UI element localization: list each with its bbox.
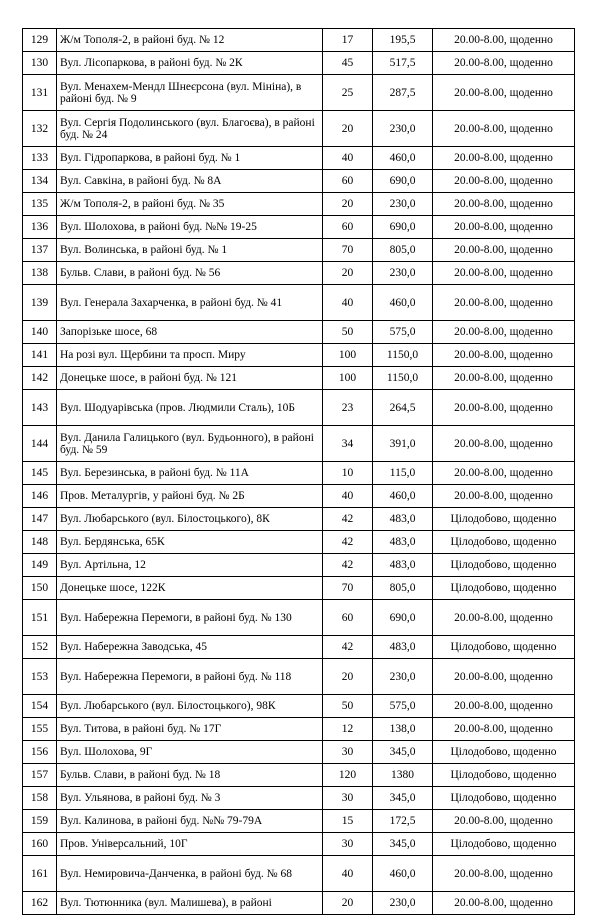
places-count-cell: 45 [323, 52, 373, 75]
working-time-cell: Цілодобово, щоденно [433, 531, 575, 554]
table-row [23, 787, 575, 810]
address-cell: Вул. Набережна Перемоги, в районі буд. № 130 [57, 600, 323, 636]
working-time-cell: Цілодобово, щоденно [433, 636, 575, 659]
places-count-cell: 50 [323, 321, 373, 344]
row-number-cell: 129 [23, 29, 57, 52]
working-time-cell: 20.00-8.00, щоденно [433, 367, 575, 390]
places-count-cell: 20 [323, 111, 373, 147]
table-row [23, 695, 575, 718]
places-count-cell: 10 [323, 462, 373, 485]
row-number-cell: 155 [23, 718, 57, 741]
amount-cell: 483,0 [373, 531, 433, 554]
working-time-cell: 20.00-8.00, щоденно [433, 216, 575, 239]
address-cell: Бульв. Слави, в районі буд. № 18 [57, 764, 323, 787]
working-time-cell: 20.00-8.00, щоденно [433, 462, 575, 485]
address-cell: Вул. Шодуарівська (пров. Людмили Сталь), 10Б [57, 390, 323, 426]
amount-cell: 264,5 [373, 390, 433, 426]
places-count-cell: 30 [323, 741, 373, 764]
address-cell: Вул. Любарського (вул. Білостоцького), 98К [57, 695, 323, 718]
amount-cell: 690,0 [373, 216, 433, 239]
row-number-cell: 161 [23, 856, 57, 892]
table-row [23, 810, 575, 833]
address-cell: Вул. Ульянова, в районі буд. № 3 [57, 787, 323, 810]
row-number-cell: 154 [23, 695, 57, 718]
table-row [23, 554, 575, 577]
working-time-cell: 20.00-8.00, щоденно [433, 695, 575, 718]
row-number-cell: 147 [23, 508, 57, 531]
amount-cell: 230,0 [373, 892, 433, 915]
row-number-cell: 134 [23, 170, 57, 193]
amount-cell: 345,0 [373, 833, 433, 856]
address-cell: Донецьке шосе, 122К [57, 577, 323, 600]
places-count-cell: 20 [323, 262, 373, 285]
address-cell: Вул. Менахем-Мендл Шнеєрсона (вул. Мініна), в районі буд. № 9 [57, 75, 323, 111]
row-number-cell: 133 [23, 147, 57, 170]
working-time-cell: 20.00-8.00, щоденно [433, 29, 575, 52]
table-row [23, 718, 575, 741]
places-count-cell: 100 [323, 367, 373, 390]
row-number-cell: 158 [23, 787, 57, 810]
places-count-cell: 40 [323, 147, 373, 170]
address-cell: Вул. Титова, в районі буд. № 17Г [57, 718, 323, 741]
places-count-cell: 42 [323, 554, 373, 577]
row-number-cell: 138 [23, 262, 57, 285]
working-time-cell: Цілодобово, щоденно [433, 554, 575, 577]
working-time-cell: 20.00-8.00, щоденно [433, 390, 575, 426]
row-number-cell: 150 [23, 577, 57, 600]
working-time-cell: 20.00-8.00, щоденно [433, 193, 575, 216]
row-number-cell: 162 [23, 892, 57, 915]
address-cell: Вул. Лісопаркова, в районі буд. № 2К [57, 52, 323, 75]
amount-cell: 460,0 [373, 147, 433, 170]
table-row [23, 741, 575, 764]
table-row [23, 485, 575, 508]
row-number-cell: 153 [23, 659, 57, 695]
amount-cell: 195,5 [373, 29, 433, 52]
address-cell: На розі вул. Щербини та просп. Миру [57, 344, 323, 367]
places-count-cell: 60 [323, 170, 373, 193]
table-row [23, 833, 575, 856]
working-time-cell: 20.00-8.00, щоденно [433, 239, 575, 262]
places-count-cell: 42 [323, 636, 373, 659]
places-count-cell: 30 [323, 833, 373, 856]
working-time-cell: 20.00-8.00, щоденно [433, 262, 575, 285]
address-cell: Донецьке шосе, в районі буд. № 121 [57, 367, 323, 390]
working-time-cell: 20.00-8.00, щоденно [433, 52, 575, 75]
table-row [23, 367, 575, 390]
amount-cell: 805,0 [373, 577, 433, 600]
amount-cell: 575,0 [373, 695, 433, 718]
address-cell: Вул. Шолохова, в районі буд. №№ 19-25 [57, 216, 323, 239]
address-cell: Вул. Калинова, в районі буд. №№ 79-79А [57, 810, 323, 833]
table-row [23, 52, 575, 75]
address-cell: Вул. Волинська, в районі буд. № 1 [57, 239, 323, 262]
address-cell: Вул. Тютюнника (вул. Малишева), в районі [57, 892, 323, 915]
table-row [23, 426, 575, 462]
table-row [23, 29, 575, 52]
amount-cell: 230,0 [373, 262, 433, 285]
row-number-cell: 135 [23, 193, 57, 216]
places-count-cell: 70 [323, 239, 373, 262]
working-time-cell: 20.00-8.00, щоденно [433, 426, 575, 462]
working-time-cell: 20.00-8.00, щоденно [433, 856, 575, 892]
address-cell: Вул. Любарського (вул. Білостоцького), 8К [57, 508, 323, 531]
table-row [23, 659, 575, 695]
working-time-cell: Цілодобово, щоденно [433, 577, 575, 600]
amount-cell: 345,0 [373, 787, 433, 810]
row-number-cell: 146 [23, 485, 57, 508]
table-row [23, 577, 575, 600]
amount-cell: 138,0 [373, 718, 433, 741]
row-number-cell: 143 [23, 390, 57, 426]
amount-cell: 460,0 [373, 485, 433, 508]
amount-cell: 172,5 [373, 810, 433, 833]
table-row [23, 111, 575, 147]
amount-cell: 575,0 [373, 321, 433, 344]
row-number-cell: 151 [23, 600, 57, 636]
places-count-cell: 20 [323, 892, 373, 915]
places-count-cell: 34 [323, 426, 373, 462]
table-row [23, 636, 575, 659]
places-count-cell: 42 [323, 531, 373, 554]
table-row [23, 285, 575, 321]
working-time-cell: 20.00-8.00, щоденно [433, 321, 575, 344]
places-count-cell: 40 [323, 856, 373, 892]
amount-cell: 115,0 [373, 462, 433, 485]
row-number-cell: 130 [23, 52, 57, 75]
parking-table-body [23, 29, 575, 915]
places-count-cell: 25 [323, 75, 373, 111]
row-number-cell: 137 [23, 239, 57, 262]
table-row [23, 321, 575, 344]
address-cell: Вул. Березинська, в районі буд. № 11А [57, 462, 323, 485]
working-time-cell: 20.00-8.00, щоденно [433, 810, 575, 833]
amount-cell: 460,0 [373, 856, 433, 892]
address-cell: Вул. Артільна, 12 [57, 554, 323, 577]
places-count-cell: 40 [323, 485, 373, 508]
places-count-cell: 20 [323, 659, 373, 695]
address-cell: Вул. Генерала Захарченка, в районі буд. № 41 [57, 285, 323, 321]
amount-cell: 483,0 [373, 554, 433, 577]
working-time-cell: 20.00-8.00, щоденно [433, 659, 575, 695]
row-number-cell: 140 [23, 321, 57, 344]
address-cell: Вул. Немировича-Данченка, в районі буд. № 68 [57, 856, 323, 892]
places-count-cell: 17 [323, 29, 373, 52]
row-number-cell: 157 [23, 764, 57, 787]
working-time-cell: Цілодобово, щоденно [433, 764, 575, 787]
amount-cell: 1150,0 [373, 367, 433, 390]
row-number-cell: 149 [23, 554, 57, 577]
address-cell: Вул. Шолохова, 9Г [57, 741, 323, 764]
amount-cell: 230,0 [373, 659, 433, 695]
row-number-cell: 141 [23, 344, 57, 367]
address-cell: Вул. Набережна Заводська, 45 [57, 636, 323, 659]
table-row [23, 462, 575, 485]
table-row [23, 344, 575, 367]
address-cell: Вул. Набережна Перемоги, в районі буд. № 118 [57, 659, 323, 695]
address-cell: Запорізьке шосе, 68 [57, 321, 323, 344]
table-row [23, 892, 575, 915]
address-cell: Бульв. Слави, в районі буд. № 56 [57, 262, 323, 285]
amount-cell: 483,0 [373, 636, 433, 659]
table-row [23, 856, 575, 892]
row-number-cell: 145 [23, 462, 57, 485]
amount-cell: 460,0 [373, 285, 433, 321]
table-row [23, 262, 575, 285]
working-time-cell: Цілодобово, щоденно [433, 741, 575, 764]
row-number-cell: 136 [23, 216, 57, 239]
working-time-cell: Цілодобово, щоденно [433, 787, 575, 810]
amount-cell: 690,0 [373, 600, 433, 636]
amount-cell: 805,0 [373, 239, 433, 262]
table-row [23, 170, 575, 193]
working-time-cell: 20.00-8.00, щоденно [433, 170, 575, 193]
table-row [23, 147, 575, 170]
address-cell: Пров. Металургів, у районі буд. № 2Б [57, 485, 323, 508]
places-count-cell: 70 [323, 577, 373, 600]
places-count-cell: 23 [323, 390, 373, 426]
table-row [23, 216, 575, 239]
amount-cell: 690,0 [373, 170, 433, 193]
places-count-cell: 42 [323, 508, 373, 531]
working-time-cell: Цілодобово, щоденно [433, 833, 575, 856]
table-row [23, 600, 575, 636]
working-time-cell: 20.00-8.00, щоденно [433, 892, 575, 915]
working-time-cell: 20.00-8.00, щоденно [433, 485, 575, 508]
amount-cell: 230,0 [373, 193, 433, 216]
table-row [23, 239, 575, 262]
address-cell: Ж/м Тополя-2, в районі буд. № 35 [57, 193, 323, 216]
places-count-cell: 12 [323, 718, 373, 741]
places-count-cell: 60 [323, 600, 373, 636]
row-number-cell: 159 [23, 810, 57, 833]
places-count-cell: 20 [323, 193, 373, 216]
table-row [23, 75, 575, 111]
amount-cell: 1380 [373, 764, 433, 787]
working-time-cell: 20.00-8.00, щоденно [433, 111, 575, 147]
row-number-cell: 144 [23, 426, 57, 462]
amount-cell: 517,5 [373, 52, 433, 75]
address-cell: Пров. Універсальний, 10Г [57, 833, 323, 856]
row-number-cell: 142 [23, 367, 57, 390]
amount-cell: 230,0 [373, 111, 433, 147]
places-count-cell: 30 [323, 787, 373, 810]
row-number-cell: 152 [23, 636, 57, 659]
address-cell: Вул. Савкіна, в районі буд. № 8А [57, 170, 323, 193]
working-time-cell: 20.00-8.00, щоденно [433, 75, 575, 111]
amount-cell: 1150,0 [373, 344, 433, 367]
working-time-cell: 20.00-8.00, щоденно [433, 147, 575, 170]
row-number-cell: 160 [23, 833, 57, 856]
row-number-cell: 131 [23, 75, 57, 111]
address-cell: Вул. Данила Галицького (вул. Будьонного), в районі буд. № 59 [57, 426, 323, 462]
table-row [23, 390, 575, 426]
working-time-cell: 20.00-8.00, щоденно [433, 285, 575, 321]
row-number-cell: 132 [23, 111, 57, 147]
row-number-cell: 139 [23, 285, 57, 321]
places-count-cell: 40 [323, 285, 373, 321]
address-cell: Ж/м Тополя-2, в районі буд. № 12 [57, 29, 323, 52]
row-number-cell: 148 [23, 531, 57, 554]
working-time-cell: 20.00-8.00, щоденно [433, 344, 575, 367]
working-time-cell: 20.00-8.00, щоденно [433, 600, 575, 636]
address-cell: Вул. Бердянська, 65К [57, 531, 323, 554]
table-row [23, 508, 575, 531]
places-count-cell: 100 [323, 344, 373, 367]
working-time-cell: 20.00-8.00, щоденно [433, 718, 575, 741]
row-number-cell: 156 [23, 741, 57, 764]
places-count-cell: 60 [323, 216, 373, 239]
parking-table [22, 28, 575, 915]
places-count-cell: 50 [323, 695, 373, 718]
table-row [23, 764, 575, 787]
amount-cell: 483,0 [373, 508, 433, 531]
amount-cell: 287,5 [373, 75, 433, 111]
table-row [23, 531, 575, 554]
table-row [23, 193, 575, 216]
working-time-cell: Цілодобово, щоденно [433, 508, 575, 531]
address-cell: Вул. Гідропаркова, в районі буд. № 1 [57, 147, 323, 170]
amount-cell: 345,0 [373, 741, 433, 764]
amount-cell: 391,0 [373, 426, 433, 462]
places-count-cell: 120 [323, 764, 373, 787]
places-count-cell: 15 [323, 810, 373, 833]
address-cell: Вул. Сергія Подолинського (вул. Благоєва), в районі буд. № 24 [57, 111, 323, 147]
